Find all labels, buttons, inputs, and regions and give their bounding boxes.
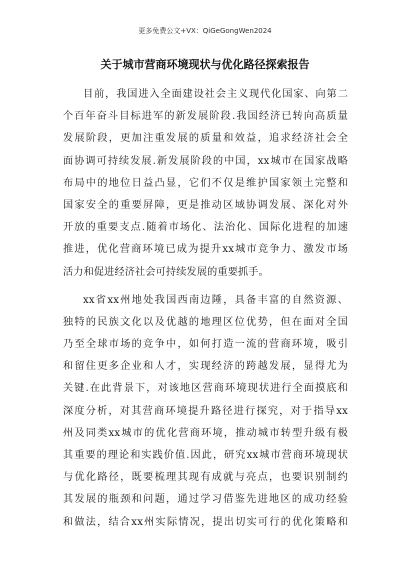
header-note: 更多免费公文+VX：QiGeGongWen2024 <box>138 27 272 35</box>
text-line: 独特的民族文化以及优越的地理区位优势，但在面对全国 <box>63 316 348 328</box>
text-line: 深度分析，对其营商环境提升路径进行探究，对于指导xx <box>63 405 348 417</box>
text-line: 开放的重要支点.随着市场化、法治化、国际化进程的加速 <box>63 222 348 234</box>
text-line: 发展阶段，更加注重发展的质量和效益，追求经济社会全 <box>63 133 348 145</box>
text-line: 推进，优化营商环境已成为提升xx城市竞争力、激发市场 <box>63 244 348 256</box>
text-line: 布局中的地位日益凸显，它们不仅是维护国家领土完整和 <box>63 177 348 189</box>
text-line: 和留住更多企业和人才，实现经济的跨越发展，显得尤为 <box>63 361 348 373</box>
text-line: 乃至全球市场的竞争中，如何打造一流的营商环境，吸引 <box>63 339 348 351</box>
text-line: 面协调可持续发展.新发展阶段的中国，xx城市在国家战略 <box>63 155 348 167</box>
text-line: 国家安全的重要屏障，更是推动区域协调发展、深化对外 <box>63 199 348 211</box>
paragraph <box>63 290 348 534</box>
text-line: 和做法，结合xx州实际情况，提出切实可行的优化策略和 <box>63 516 348 528</box>
text-line: 个百年奋斗目标进军的新发展阶段.我国经济已转向高质量 <box>63 111 348 123</box>
text-line: 其重要的理论和实践价值.因此，研究xx城市营商环境现状 <box>63 450 348 461</box>
text-line: 州及同类xx城市的优化营商环境，推动城市转型升级有极 <box>63 427 348 439</box>
text-line: 关键.在此背景下，对该地区营商环境现状进行全面摸底和 <box>63 383 348 395</box>
text-line: 活力和促进经济社会可持续发展的重要抓手。 <box>63 266 269 278</box>
document-title: 关于城市营商环境现状与优化路径探索报告 <box>100 58 310 71</box>
text-line: xx省xx州地处我国西南边陲，具备丰富的自然资源、 <box>83 294 348 306</box>
text-line: 与优化路径，既要梳理其现有成就与亮点，也要识别制约 <box>63 472 348 484</box>
text-line: 其发展的瓶颈和问题，通过学习借鉴先进地区的成功经验 <box>63 494 348 506</box>
paragraph <box>63 84 348 284</box>
text-line: 目前，我国进入全面建设社会主义现代化国家、向第二 <box>83 89 348 100</box>
document-body <box>63 84 348 540</box>
